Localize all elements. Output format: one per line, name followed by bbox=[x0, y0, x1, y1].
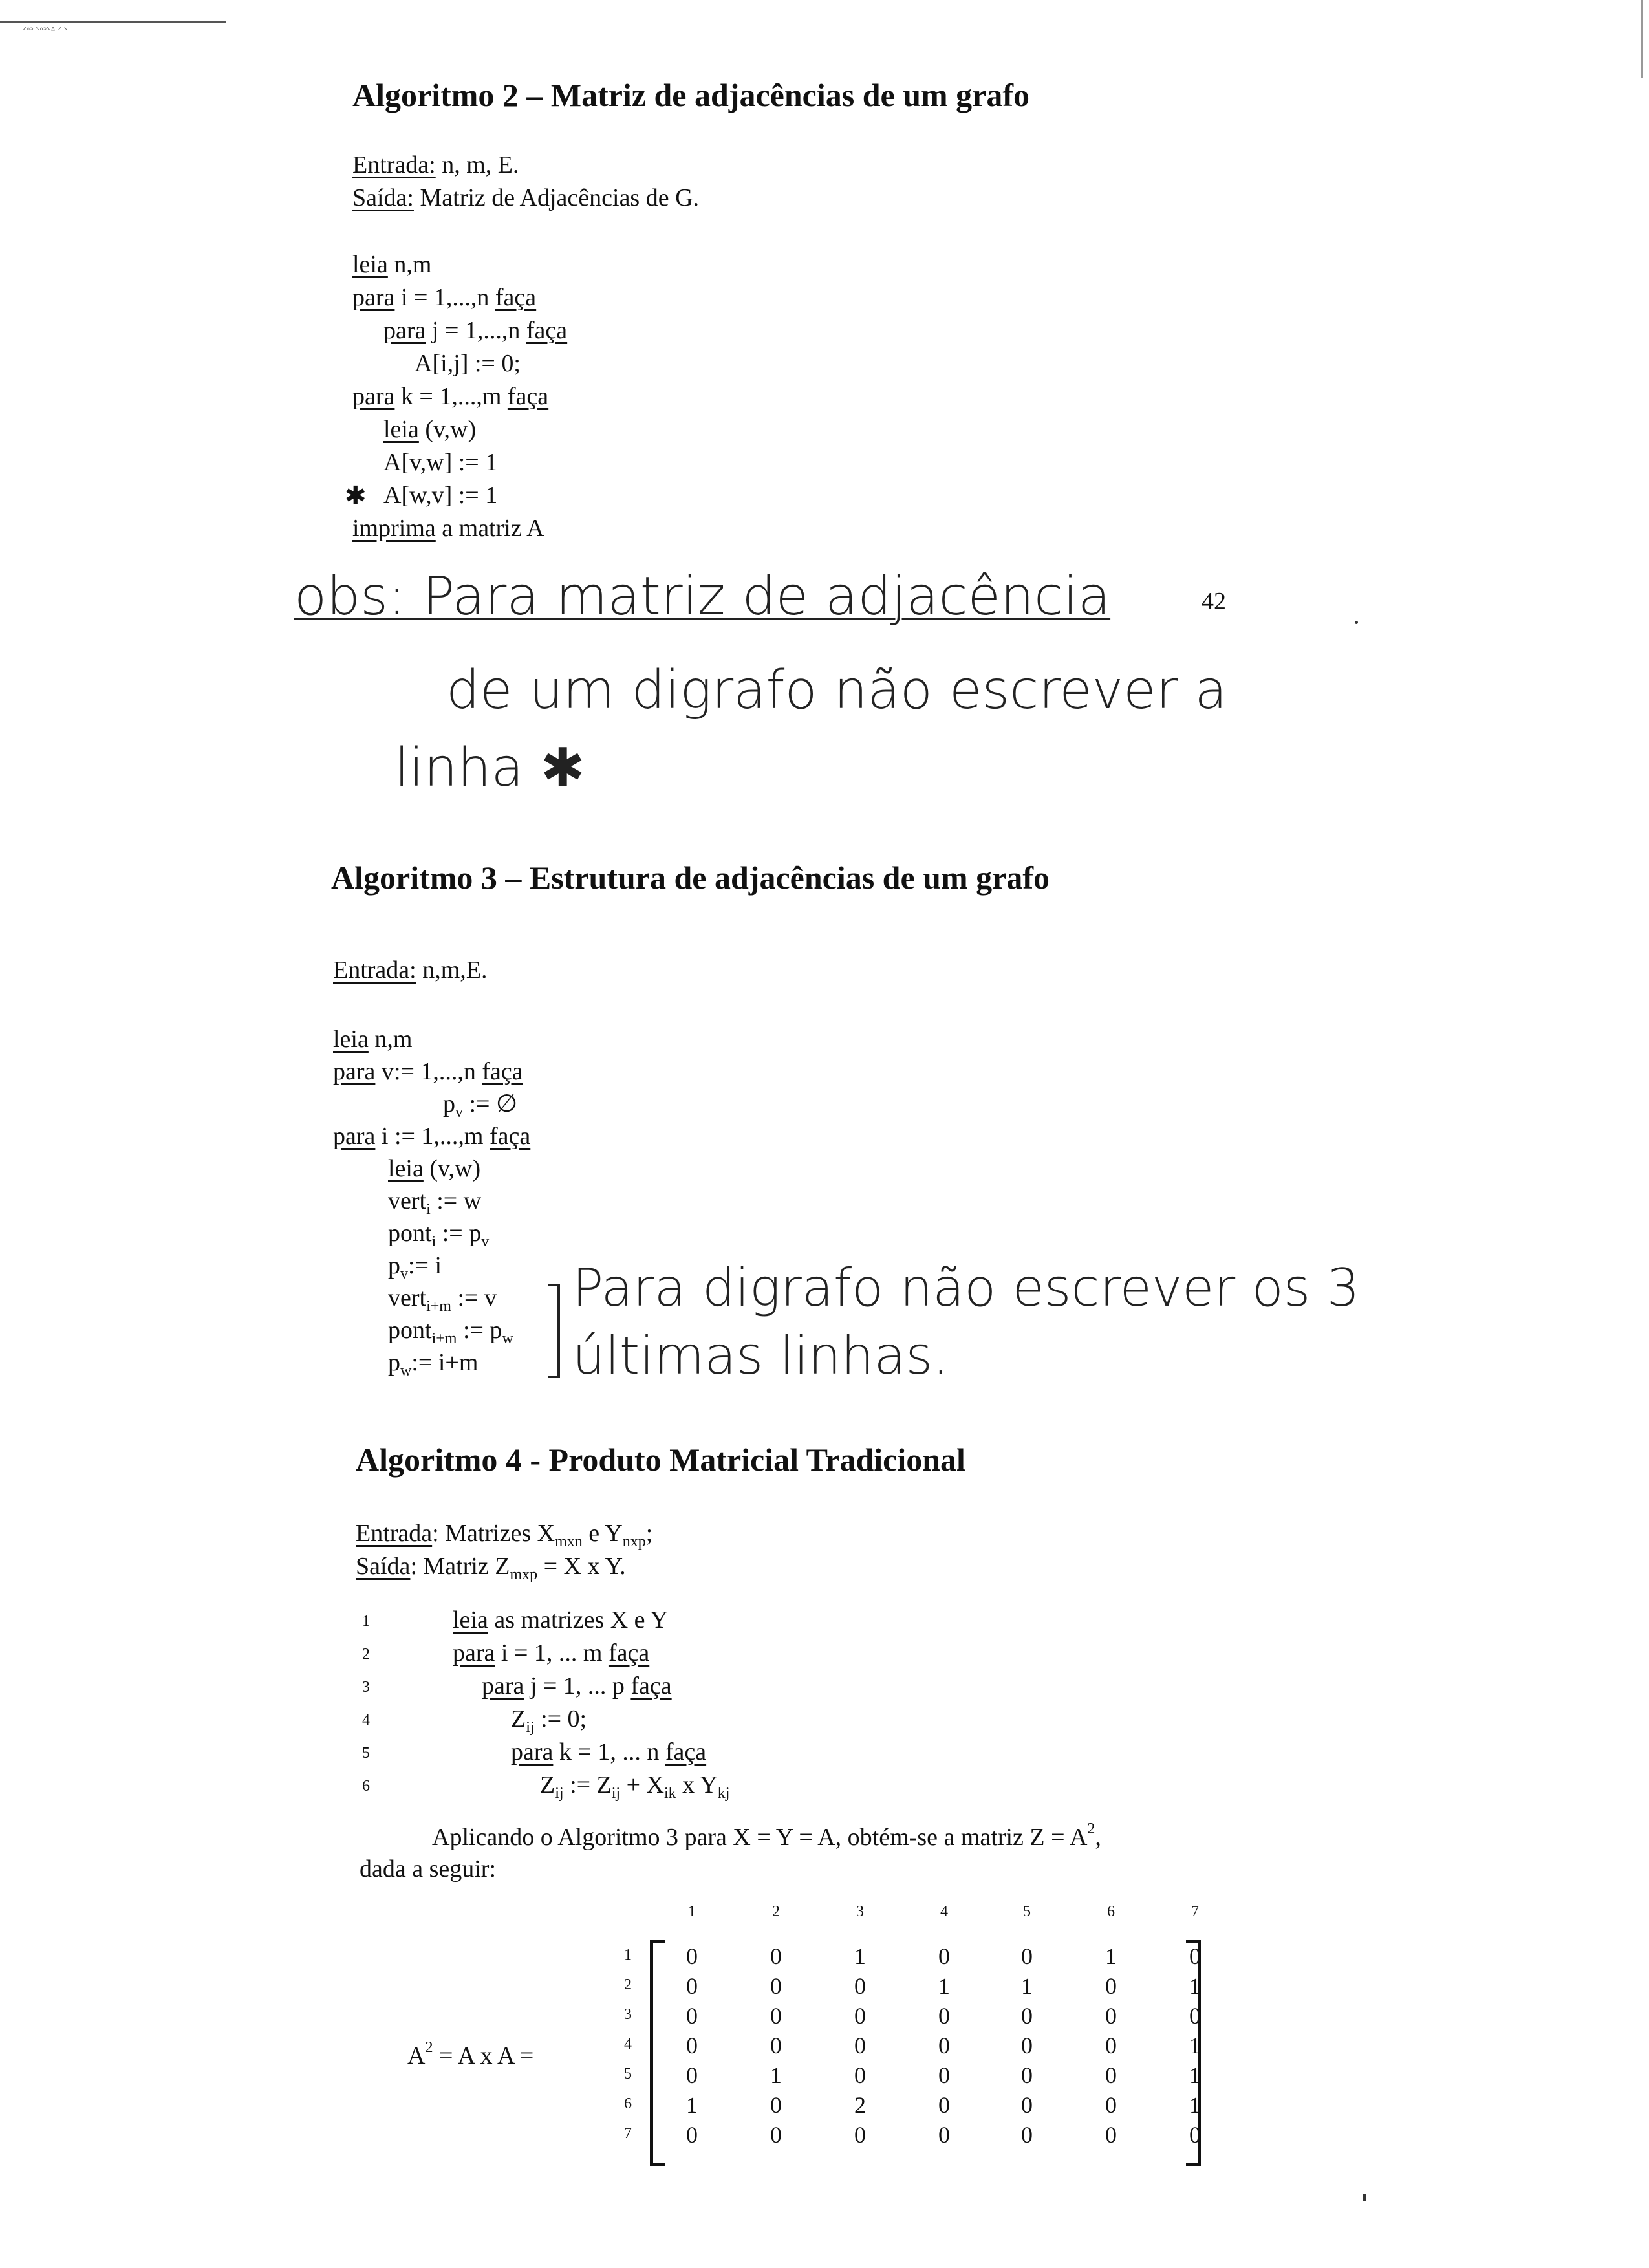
matrix-cell: 0 bbox=[1021, 2092, 1033, 2118]
matrix-cell: 0 bbox=[1105, 2033, 1117, 2058]
code-subscript: kj bbox=[717, 1785, 730, 1802]
code-line bbox=[333, 1023, 412, 1056]
matrix-cell: 0 bbox=[1021, 2062, 1033, 2088]
matrix-label bbox=[407, 2039, 534, 2070]
code-subscript: i bbox=[431, 1233, 436, 1250]
keyword: leia bbox=[333, 1026, 369, 1053]
code-text: A[w,v] := 1 bbox=[383, 482, 498, 509]
code-line bbox=[352, 248, 431, 281]
code-subscript: v bbox=[455, 1104, 463, 1121]
code-line bbox=[333, 1120, 530, 1153]
matrix-cell: 0 bbox=[938, 2122, 950, 2148]
matrix-cell: 1 bbox=[1189, 2092, 1201, 2118]
keyword: para bbox=[333, 1123, 376, 1150]
code-text: := w bbox=[430, 1187, 482, 1215]
matrix-row-label: 3 bbox=[624, 2006, 632, 2023]
saida-end: = X x Y. bbox=[537, 1553, 626, 1580]
code-text: := i bbox=[408, 1252, 442, 1279]
keyword: para bbox=[482, 1672, 524, 1700]
code-text: := Z bbox=[563, 1771, 612, 1798]
matrix-cell: 0 bbox=[1105, 2122, 1117, 2148]
matrix-cell: 0 bbox=[854, 2003, 866, 2029]
code-text: := i+m bbox=[411, 1349, 479, 1376]
code-line bbox=[352, 281, 536, 314]
matrix-cell: 0 bbox=[686, 1973, 698, 1999]
matrix-cell: 0 bbox=[854, 1973, 866, 1999]
page-number: 42 bbox=[1202, 588, 1226, 615]
code-line bbox=[511, 1736, 706, 1769]
matrix-row-label: 5 bbox=[624, 2066, 632, 2082]
keyword: leia bbox=[453, 1606, 488, 1634]
handwritten-note-1 bbox=[294, 566, 1110, 627]
line-number: 3 bbox=[362, 1679, 370, 1696]
matrix-cell: 0 bbox=[770, 2122, 782, 2148]
scan-top-line bbox=[0, 21, 226, 23]
matrix-cell: 1 bbox=[1105, 1943, 1117, 1969]
keyword: para bbox=[453, 1639, 495, 1667]
brace-bracket bbox=[548, 1284, 560, 1378]
entrada-label: Entrada: bbox=[333, 956, 416, 984]
handwritten-note-2-line1: Para digrafo não escrever os 3 bbox=[572, 1258, 1360, 1318]
matrix-cell: 0 bbox=[770, 1943, 782, 1969]
code-line bbox=[540, 1769, 729, 1810]
line-number: 2 bbox=[362, 1646, 370, 1663]
matrix-row-label: 1 bbox=[624, 1947, 632, 1963]
code-line bbox=[482, 1670, 672, 1703]
matrix-cell: 0 bbox=[938, 2092, 950, 2118]
algo2-saida bbox=[352, 182, 699, 215]
keyword: leia bbox=[352, 251, 388, 278]
code-line bbox=[383, 446, 497, 479]
paragraph-end: , bbox=[1095, 1824, 1101, 1851]
code-text: i := 1,...,m bbox=[375, 1123, 490, 1150]
code-subscript: v bbox=[400, 1266, 408, 1282]
code-text: A[i,j] := 0; bbox=[415, 350, 521, 377]
code-text: a matriz A bbox=[435, 515, 544, 542]
matrix-row-label: 6 bbox=[624, 2095, 632, 2112]
algo4-saida bbox=[356, 1550, 626, 1592]
algo2-title: Algoritmo 2 – Matriz de adjacências de um grafo bbox=[352, 77, 1029, 113]
code-line bbox=[352, 512, 544, 545]
code-text: as matrizes X e Y bbox=[488, 1606, 669, 1634]
code-text: (v,w) bbox=[423, 1155, 481, 1182]
code-subscript: i+m bbox=[431, 1330, 457, 1347]
matrix-cell: 0 bbox=[686, 2003, 698, 2029]
matrix-cell: 0 bbox=[1189, 2003, 1201, 2029]
asterisk-mark: ✱ bbox=[345, 481, 367, 510]
matrix-cell: 0 bbox=[1105, 2003, 1117, 2029]
keyword: leia bbox=[383, 416, 419, 443]
line-number: 6 bbox=[362, 1778, 370, 1795]
matrix-cell: 0 bbox=[938, 2033, 950, 2058]
entrada-label: Entrada: bbox=[352, 151, 436, 178]
code-text: (v,w) bbox=[418, 416, 477, 443]
scan-corner-text: ᐟᐢᐣ ᐠᐢᐣᐠᐞ ᐟ ᐠ bbox=[23, 27, 68, 36]
keyword: faça bbox=[490, 1123, 531, 1150]
algo3-title: Algoritmo 3 – Estrutura de adjacências de um grafo bbox=[331, 859, 1050, 896]
matrix-cell: 0 bbox=[938, 1943, 950, 1969]
code-subscript: i bbox=[426, 1201, 431, 1218]
scan-dot bbox=[1363, 2194, 1366, 2201]
code-text: pont bbox=[388, 1220, 432, 1247]
code-text: i = 1, ... m bbox=[495, 1639, 609, 1667]
matrix-cell: 0 bbox=[686, 2122, 698, 2148]
matrix-cell: 0 bbox=[1189, 1943, 1201, 1969]
scan-right-edge bbox=[1641, 0, 1643, 78]
matrix-cell: 0 bbox=[1021, 2122, 1033, 2148]
keyword: faça bbox=[630, 1672, 672, 1700]
matrix-cell: 1 bbox=[1189, 1973, 1201, 1999]
matrix-cell: 0 bbox=[770, 2092, 782, 2118]
matrix-col-label: 3 bbox=[856, 1903, 864, 1920]
keyword: faça bbox=[482, 1058, 523, 1085]
note1-line1: obs: Para matriz de adjacência bbox=[294, 566, 1111, 627]
keyword: imprima bbox=[352, 515, 436, 542]
code-text: Z bbox=[511, 1705, 526, 1733]
code-text: vert bbox=[388, 1187, 427, 1215]
matrix-cell: 0 bbox=[854, 2062, 866, 2088]
code-text: A[v,w] := 1 bbox=[383, 449, 498, 476]
keyword: faça bbox=[665, 1738, 707, 1766]
matrix-col-label: 1 bbox=[688, 1903, 696, 1920]
code-text: v:= 1,...,n bbox=[375, 1058, 482, 1085]
code-text: i = 1,...,n bbox=[394, 284, 495, 311]
code-text: p bbox=[388, 1349, 400, 1376]
code-text: := v bbox=[451, 1284, 497, 1312]
paragraph-text: Aplicando o Algoritmo 3 para X = Y = A, obtém-se a matriz Z = A bbox=[432, 1824, 1088, 1851]
matrix-cell: 0 bbox=[854, 2033, 866, 2058]
matrix-cell: 0 bbox=[686, 2033, 698, 2058]
code-line bbox=[388, 1152, 480, 1185]
saida-sub: mxp bbox=[510, 1566, 538, 1583]
matrix-label-sup: 2 bbox=[425, 2039, 433, 2056]
matrix-col-label: 4 bbox=[940, 1903, 948, 1920]
matrix-cell: 0 bbox=[686, 2062, 698, 2088]
matrix-cell: 0 bbox=[1105, 1973, 1117, 1999]
code-subscript: ij bbox=[611, 1785, 621, 1802]
code-subscript: v bbox=[481, 1233, 490, 1250]
code-text: j = 1,...,n bbox=[426, 317, 526, 344]
matrix-row-label: 7 bbox=[624, 2125, 632, 2142]
matrix-col-label: 6 bbox=[1107, 1903, 1115, 1920]
code-text: k = 1,...,m bbox=[394, 383, 508, 410]
matrix-cell: 1 bbox=[1021, 1973, 1033, 1999]
code-subscript: ij bbox=[555, 1785, 564, 1802]
matrix-left-bracket bbox=[650, 1940, 665, 2166]
code-line bbox=[388, 1346, 478, 1388]
algo4-paragraph-line1 bbox=[432, 1820, 1101, 1852]
saida-label: Saída bbox=[356, 1553, 411, 1580]
matrix-col-label: 5 bbox=[1023, 1903, 1031, 1920]
code-text: Z bbox=[540, 1771, 555, 1798]
entrada-mid: e Y bbox=[582, 1520, 623, 1547]
scan-dot bbox=[1355, 621, 1358, 624]
code-text: p bbox=[388, 1252, 400, 1279]
matrix-cell: 1 bbox=[854, 1943, 866, 1969]
keyword: para bbox=[511, 1738, 554, 1766]
matrix-cell: 0 bbox=[770, 1973, 782, 1999]
code-text: x Y bbox=[676, 1771, 718, 1798]
code-subscript: w bbox=[400, 1363, 412, 1379]
algo2-entrada bbox=[352, 149, 519, 182]
code-text: := p bbox=[457, 1317, 502, 1344]
handwritten-note-1-line2: de um digrafo não escrever a bbox=[446, 660, 1227, 721]
entrada-label: Entrada bbox=[356, 1520, 433, 1547]
line-number: 4 bbox=[362, 1712, 370, 1729]
matrix-cell: 1 bbox=[938, 1973, 950, 1999]
keyword: para bbox=[383, 317, 426, 344]
matrix-cell: 0 bbox=[1021, 2003, 1033, 2029]
matrix-cell: 0 bbox=[1105, 2062, 1117, 2088]
entrada-end: ; bbox=[645, 1520, 653, 1547]
matrix-cell: 0 bbox=[938, 2003, 950, 2029]
keyword: para bbox=[352, 383, 395, 410]
matrix-label-a: A bbox=[407, 2042, 426, 2069]
matrix-cell: 0 bbox=[854, 2122, 866, 2148]
entrada-value: n,m,E. bbox=[416, 956, 488, 984]
keyword: faça bbox=[495, 284, 537, 311]
code-text: k = 1, ... n bbox=[553, 1738, 665, 1766]
matrix-row-label: 4 bbox=[624, 2036, 632, 2053]
matrix-row-label: 2 bbox=[624, 1976, 632, 1993]
entrada-sub-1: mxn bbox=[555, 1533, 583, 1550]
matrix-cell: 0 bbox=[770, 2033, 782, 2058]
code-text: n,m bbox=[368, 1026, 413, 1053]
code-text: := ∅ bbox=[463, 1090, 518, 1118]
matrix-cell: 0 bbox=[1189, 2122, 1201, 2148]
matrix-cell: 0 bbox=[1021, 1943, 1033, 1969]
keyword: faça bbox=[608, 1639, 650, 1667]
code-subscript: w bbox=[502, 1330, 513, 1347]
code-text: n,m bbox=[387, 251, 432, 278]
entrada-value: n, m, E. bbox=[435, 151, 519, 178]
code-line bbox=[345, 479, 498, 512]
matrix-cell: 2 bbox=[854, 2092, 866, 2118]
code-text: := p bbox=[436, 1220, 482, 1247]
code-line bbox=[453, 1604, 668, 1637]
matrix-cell: 1 bbox=[770, 2062, 782, 2088]
keyword: faça bbox=[526, 317, 568, 344]
entrada-sub-2: nxp bbox=[622, 1533, 646, 1550]
matrix-cell: 0 bbox=[1105, 2092, 1117, 2118]
code-subscript: ij bbox=[526, 1719, 535, 1736]
matrix-col-label: 7 bbox=[1191, 1903, 1199, 1920]
line-number: 1 bbox=[362, 1613, 370, 1630]
algo4-title: Algoritmo 4 - Produto Matricial Tradicional bbox=[356, 1442, 965, 1478]
matrix-cell: 0 bbox=[938, 2062, 950, 2088]
entrada-text: : Matrizes X bbox=[432, 1520, 555, 1547]
matrix-cell: 1 bbox=[686, 2092, 698, 2118]
code-line bbox=[383, 314, 567, 347]
matrix-cell: 1 bbox=[1189, 2062, 1201, 2088]
code-line bbox=[415, 347, 521, 380]
keyword: leia bbox=[388, 1155, 424, 1182]
paragraph-sup: 2 bbox=[1087, 1820, 1095, 1837]
keyword: para bbox=[352, 284, 395, 311]
code-text: p bbox=[443, 1090, 455, 1118]
code-text: pont bbox=[388, 1317, 432, 1344]
keyword: para bbox=[333, 1058, 376, 1085]
code-line bbox=[383, 413, 476, 446]
code-line bbox=[453, 1637, 649, 1670]
line-number: 5 bbox=[362, 1745, 370, 1762]
matrix-cell: 0 bbox=[686, 1943, 698, 1969]
code-line bbox=[352, 380, 548, 413]
code-subscript: i+m bbox=[426, 1298, 451, 1315]
code-line bbox=[333, 1055, 523, 1088]
code-subscript: ik bbox=[663, 1785, 676, 1802]
code-text: := 0; bbox=[534, 1705, 587, 1733]
code-text: j = 1, ... p bbox=[524, 1672, 631, 1700]
algo3-entrada bbox=[333, 954, 488, 987]
matrix-cell: 0 bbox=[1021, 2033, 1033, 2058]
saida-value: Matriz de Adjacências de G. bbox=[413, 184, 700, 211]
handwritten-note-2-line2: últimas linhas. bbox=[572, 1326, 949, 1386]
matrix-col-label: 2 bbox=[772, 1903, 780, 1920]
keyword: faça bbox=[507, 383, 549, 410]
matrix-label-rest: = A x A = bbox=[433, 2042, 534, 2069]
saida-label: Saída: bbox=[352, 184, 414, 211]
algo4-paragraph-line2: dada a seguir: bbox=[360, 1855, 497, 1883]
matrix-cell: 1 bbox=[1189, 2033, 1201, 2058]
code-text: + X bbox=[620, 1771, 664, 1798]
handwritten-note-1-line3: linha ✱ bbox=[394, 737, 585, 799]
saida-text: : Matriz Z bbox=[410, 1553, 510, 1580]
code-text: vert bbox=[388, 1284, 427, 1312]
matrix-cell: 0 bbox=[770, 2003, 782, 2029]
